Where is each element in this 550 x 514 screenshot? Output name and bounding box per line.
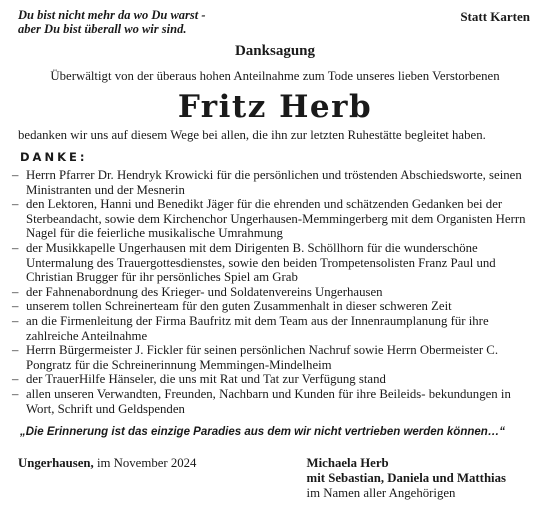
- list-item-text: der TrauerHilfe Hänseler, die uns mit Rat und Tat zur Verfügung stand: [26, 372, 386, 387]
- signer-note: im Namen aller Angehörigen: [306, 486, 456, 501]
- deceased-name: Fritz Herb: [177, 89, 373, 125]
- thanks-list: [12, 168, 532, 416]
- motto: [18, 8, 206, 36]
- signers: [307, 456, 532, 501]
- list-item-text: Herrn Pfarrer Dr. Hendryk Krowicki für die persönlichen und tröstenden Abschiedsworte, seinen Ministranten und der Mesnerin: [26, 168, 522, 197]
- danke-heading: DANKE:: [20, 150, 88, 164]
- list-item: [12, 197, 532, 241]
- list-item-text: unserem tollen Schreinerteam für den guten Zusammenhalt in dieser schweren Zeit: [26, 299, 452, 314]
- page-title: Danksagung: [234, 43, 316, 59]
- list-item-text: Herrn Bürgermeister J. Fickler für seinen persönlichen Nachruf sowie Herrn Obermeister C. Pongratz für die Schreinerinnung Memmingen-Mindelheim: [26, 343, 499, 372]
- list-item-text: der Fahnenabordnung des Krieger- und Soldatenvereins Ungerhausen: [26, 284, 383, 299]
- thanks-line: bedanken wir uns auf diesem Wege bei allen, die ihn zur letzten Ruhestätte begleitet haben.: [18, 128, 486, 142]
- list-item: [12, 299, 532, 314]
- header-row: [18, 8, 532, 36]
- list-item-text: an die Firmenleitung der Firma Baufritz mit dem Team aus der Innenraumplanung für ihre zahlreiche Anteilnahme: [26, 313, 489, 343]
- dash-bullet: –: [12, 240, 19, 255]
- list-item: [12, 372, 532, 387]
- motto-line-1: Du bist nicht mehr da wo Du warst -: [18, 8, 206, 22]
- dash-bullet: –: [12, 372, 19, 387]
- footer-row: [18, 456, 532, 501]
- dash-bullet: –: [12, 299, 19, 314]
- intro-text: Überwältigt von der überaus hohen Anteilnahme zum Tode unseres lieben Verstorbenen: [50, 69, 500, 83]
- statt-karten-label: Statt Karten: [460, 9, 530, 24]
- list-item-text: den Lektoren, Hanni und Benedikt Jäger für die ehrenden und schätzenden Gedanken bei der Sterbeandacht, sowie dem Kirchenchor Ungerhausen-Memmingerberg mit dem Organisten Herrn Nagel für die feierliche musikalische Umrahmung: [26, 197, 526, 241]
- list-item: [12, 168, 532, 197]
- dash-bullet: –: [12, 343, 19, 358]
- list-item-text: der Musikkapelle Ungerhausen mit dem Dirigenten B. Schöllhorn für die wunderschöne Untermalung des Trauergottesdienstes, sowie den beiden Trompetensolisten Franz Paul und Christian Brugger für ihr persönliches Spiel am Grab: [26, 240, 496, 285]
- list-item: [12, 386, 532, 416]
- dash-bullet: –: [12, 386, 19, 401]
- motto-line-2: aber Du bist überall wo wir sind.: [18, 22, 187, 36]
- signer-main: Michaela Herb: [306, 456, 389, 471]
- dash-bullet: –: [12, 284, 19, 299]
- list-item: [12, 240, 532, 285]
- dash-bullet: –: [12, 313, 19, 328]
- place: Ungerhausen,: [18, 456, 94, 471]
- dash-bullet: –: [12, 168, 19, 182]
- list-item-text: allen unseren Verwandten, Freunden, Nachbarn und Kunden für ihre Beileids- bekundungen in Wort, Schrift und Geldspenden: [26, 386, 511, 416]
- signer-family: mit Sebastian, Daniela und Matthias: [306, 471, 506, 486]
- closing-quote: „Die Erinnerung ist das einzige Paradies aus dem wir nicht vertrieben werden können…“: [20, 426, 506, 439]
- dash-bullet: –: [12, 197, 19, 212]
- list-item: [12, 284, 532, 300]
- place-date: [18, 456, 196, 501]
- list-item: [12, 313, 532, 343]
- date: im November 2024: [96, 456, 197, 471]
- list-item: [12, 343, 532, 372]
